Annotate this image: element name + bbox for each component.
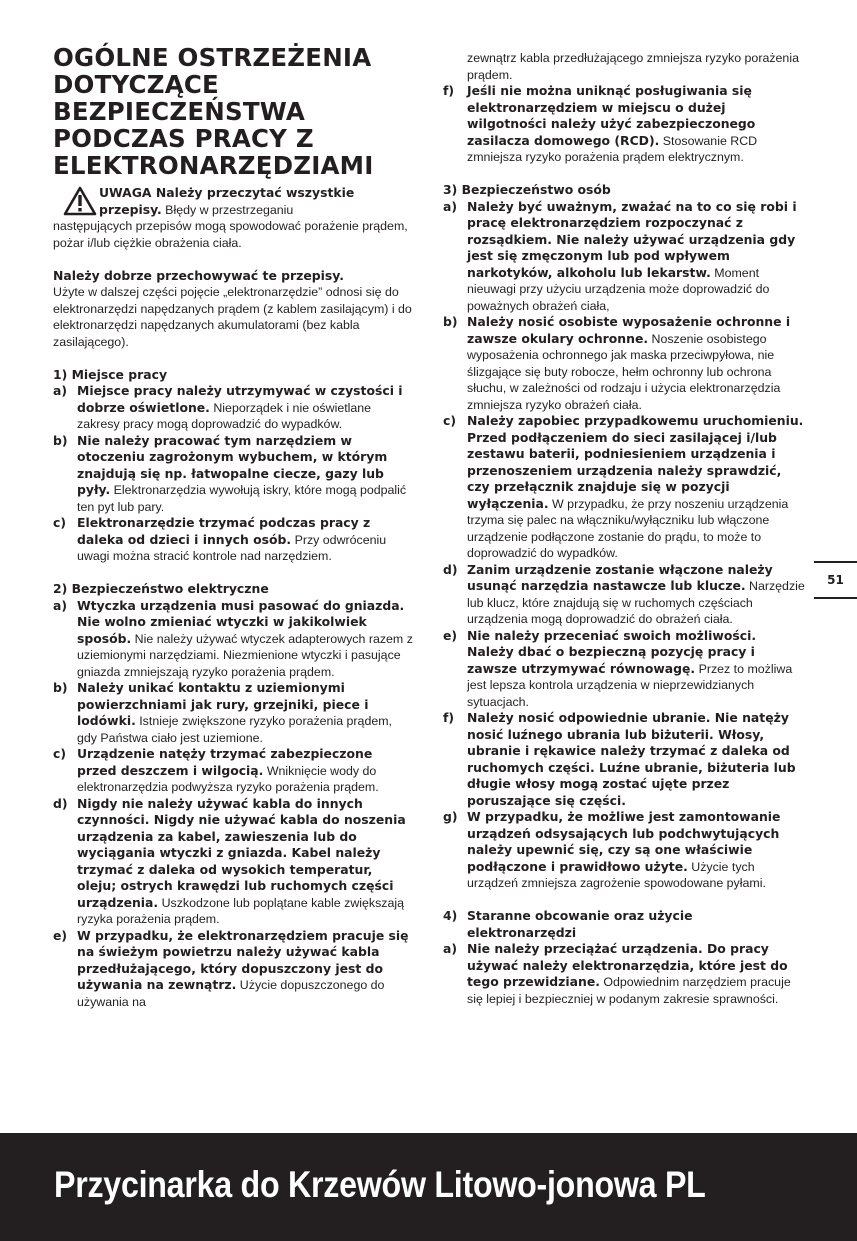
list-item: a) Nie należy przeciążać urządzenia. Do pracy używać należy elektronarzędzia, które jest do tego przewidziane. Odpowiednim narzędziem pracuje się lepiej i bezpieczniej w podanym zakresie sprawności. [443, 941, 791, 1006]
list-item: a) Miejsce pracy należy utrzymywać w czystości i dobrze oświetlone. Nieporządek i nie oświetlane zakresy pracy mogą doprowadzić do wypadków. [53, 383, 403, 431]
list-item: d) Zanim urządzenie zostanie włączone należy usunąć narzędzia nastawcze lub klucze. Narzędzie lub klucz, które znajdują się w ruchomych częściach urządzenia mogą doprowadzić do obrażeń ciała. [443, 561, 805, 626]
list-item: f) Jeśli nie można uniknąć posługiwania się elektronarzędziem w miejscu o dużej wilgotności należy użyć zabezpieczonego zasilacza domowego (RCD). Stosowanie RCD zmniejsza ryzyko porażenia prądem elektrycznym. [443, 83, 758, 164]
page-title: OGÓLNE OSTRZEŻENIA DOTYCZĄCE BEZPIECZEŃSTWA PODCZAS PRACY Z ELEKTRONARZĘDZIAMI [53, 43, 374, 180]
list-item: e) W przypadku, że elektronarzędziem pracuje się na świeżym powietrzu należy używać kabla przedłużającego, który dopuszczony jest do używania na zewnątrz. Użycie dopuszczonego do używania na [53, 927, 409, 1009]
list-item: b) Należy nosić osobiste wyposażenie ochronne i zawsze okulary ochronne. Noszenie osobistego wyposażenia ochronnego jak maska przeciwpyłowa, nie ślizgające się buty robocze, hełm ochronny lub ochrona słuchu, w zależności od rodzaju i użycia elektronarzędzia zmniejsza ryzyko obrażeń ciała. [443, 314, 791, 412]
warning-block: UWAGA Należy przeczytać wszystkie przepisy. Błędy w przestrzeganiu następujących przepisów mogą spowodować porażenie prądem, pożar i/lub ciężkie obrażenia ciała. [53, 185, 408, 250]
section-heading: 2) Bezpieczeństwo elektryczne [53, 581, 269, 596]
footer-bar [0, 1133, 857, 1241]
warning-triangle-icon [63, 186, 97, 216]
list-item-continuation: zewnątrz kabla przedłużającego zmniejsza ryzyko porażenia prądem. [467, 51, 799, 82]
section-heading: 4) Staranne obcowanie oraz użycie elektronarzędzi [443, 908, 693, 940]
list-item: c) Urządzenie natęży trzymać zabezpieczone przed deszczem i wilgocią. Wniknięcie wody do elektronarzędzia podwyższa ryzyko porażenia prądem. [53, 746, 379, 794]
section-heading: 1) Miejsce pracy [53, 366, 168, 382]
list-item: a) Należy być uważnym, zważać na to co się robi i pracę elektronarzędziem rozpoczynać z rozsądkiem. Nie należy używać urządzenia gdy jest się zmęczonym lub pod wpływem narkotyków, alkoholu lub lekarstw. Moment nieuwagi przy użyciu urządzenia może doprowadzić do poważnych obrażeń ciała, [443, 198, 797, 313]
page-number: 51 [814, 561, 857, 599]
list-item: e) Nie należy przeceniać swoich możliwości. Należy dbać o bezpieczną pozycję pracy i zawsze utrzymywać równowagę. Przez to możliwa jest lepsza kontrola urządzenia w nieprzewidzianych sytuacjach. [443, 627, 793, 709]
list-item: b) Nie należy pracować tym narzędziem w otoczeniu zagrożonym wybuchem, w którym znajdują się np. łatwopalne ciecze, gazy lub pyły. Elektronarzędzia wywołują iskry, które mogą podpalić ten pyt lub pary. [53, 432, 407, 514]
list-item: g) W przypadku, że możliwe jest zamontowanie urządzeń odsysających lub podchwytujących należy upewnić się, czy są one właściwie podłączone i prawidłowo użyte. Użycie tych urządzeń zmniejsza zagrożenie spowodowane pyłami. [443, 809, 781, 890]
list-item: c) Należy zapobiec przypadkowemu uruchomieniu. Przed podłączeniem do sieci zasilającej i/lub zestawu baterii, podniesieniem urządzenia i przenoszeniem urządzenia należy sprawdzić, czy przełącznik znajduje się w pozycji wyłączenia. W przypadku, że przy noszeniu urządzenia trzyma się palec na włączniku/wyłączniku lub włączone urządzenie podłączone zostanie do prądu, to może to doprowadzić do wypadków. [443, 413, 804, 560]
right-column [443, 50, 805, 1007]
left-column [53, 44, 415, 1010]
keep-instructions: Należy dobrze przechowywać te przepisy. Użyte w dalszej części pojęcie „elektronarzędzie” odnosi się do elektronarzędzi napędzanych prądem (z kablem zasilającym) i do elektronarzędzi napędzanych akumulatorami (bez kabla zasilającego). [53, 267, 412, 349]
footer-title: Przycinarka do Krzewów Litowo-jonowa PL [54, 1164, 706, 1205]
list-item: b) Należy unikać kontaktu z uziemionymi powierzchniami jak rury, grzejniki, piece i lodówki. Istnieje zwiększone ryzyko porażenia prądem, gdy Państwa ciało jest uziemione. [53, 680, 392, 745]
list-item: c) Elektronarzędzie trzymać podczas pracy z daleka od dzieci i innych osób. Przy odwróceniu uwagi można stracić kontrole nad narzędziem. [53, 515, 387, 563]
list-item: d) Nigdy nie należy używać kabla do innych czynności. Nigdy nie używać kabla do noszenia urządzenia za kabel, zawieszenia lub do wyciągania wtyczki z gniazda. Kabel należy trzymać z daleka od wysokich temperatur, oleju; ostrych krawędzi lub ruchomych części urządzenia. Uszkodzone lub poplątane kable zwiększają ryzyka porażenia prądem. [53, 795, 406, 926]
list-item: f) Należy nosić odpowiednie ubranie. Nie natęży nosić luźnego ubrania lub biżuterii. Włosy, ubranie i rękawice należy trzymać z daleka od ruchomych części. Luźne ubranie, biżuteria lub długie włosy mogą zostać ujęte przez poruszające się części. [443, 710, 796, 808]
list-item: a) Wtyczka urządzenia musi pasować do gniazda. Nie wolno zmieniać wtyczki w jakikolwiek sposób. Nie należy używać wtyczek adapterowych razem z uziemionymi narzędziami. Niezmienione wtyczki i pasujące gniazda zmniejszają ryzyko porażenia prądem. [53, 597, 413, 679]
section-heading: 3) Bezpieczeństwo osób [443, 182, 611, 197]
